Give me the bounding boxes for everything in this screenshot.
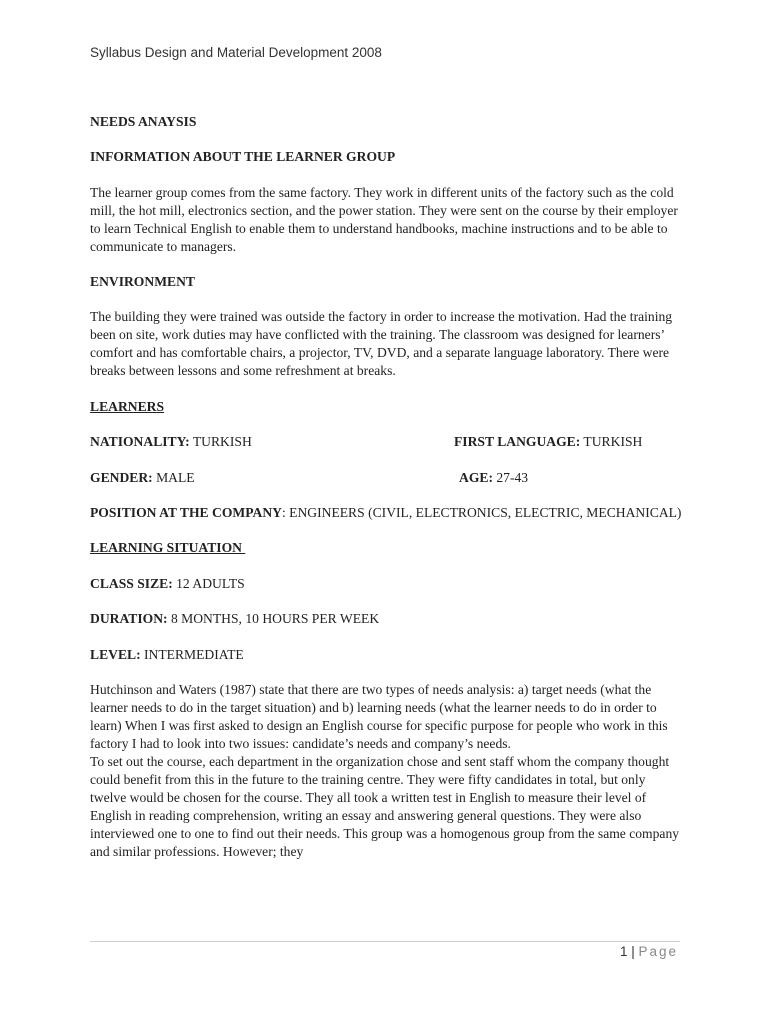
page-footer xyxy=(620,944,678,959)
environment-paragraph: The building they were trained was outside the factory in order to increase the motivation. Had the training been on site, work duties may have conflicted with the training. The classroom was designed for learners’ comfort and has comfortable chairs, a projector, TV, DVD, and a separate language laboratory. There were breaks between lessons and some refreshment at breaks. xyxy=(90,309,673,378)
age-label: AGE: xyxy=(459,470,493,485)
nationality-row xyxy=(90,433,682,451)
level-field xyxy=(90,646,682,664)
document-body xyxy=(90,113,682,861)
position-label: POSITION AT THE COMPANY xyxy=(90,505,282,520)
footer-divider xyxy=(90,941,680,942)
page-separator: | xyxy=(627,944,639,959)
position-value: : ENGINEERS (CIVIL, ELECTRONICS, ELECTRIC, MECHANICAL) xyxy=(281,505,682,520)
duration-field xyxy=(90,610,682,628)
gender-label: GENDER: xyxy=(90,470,153,485)
first-language-field xyxy=(454,433,642,451)
position-field xyxy=(90,504,682,522)
age-field xyxy=(459,469,528,487)
page-number: 1 xyxy=(619,944,628,959)
level-value: INTERMEDIATE xyxy=(140,647,244,662)
gender-field xyxy=(90,470,195,485)
level-label: LEVEL: xyxy=(90,647,141,662)
learners-title: LEARNERS xyxy=(90,399,165,414)
duration-label: DURATION: xyxy=(90,611,168,626)
info-paragraph: The learner group comes from the same factory. They work in different units of the factory such as the cold mill, the hot mill, electronics section, and the power station. They were sent on the course by their employer to learn Technical English to enable them to understand handbooks, machine instructions and to be able to communicate to managers. xyxy=(90,185,678,254)
first-language-label: FIRST LANGUAGE: xyxy=(454,434,581,449)
page-label: Page xyxy=(638,944,678,959)
gender-value: MALE xyxy=(152,470,195,485)
nationality-value: TURKISH xyxy=(189,434,252,449)
page-header: Syllabus Design and Material Development 2008 xyxy=(90,45,382,60)
gender-row xyxy=(90,469,682,487)
learning-situation-title: LEARNING SITUATION xyxy=(90,540,246,555)
nationality-label: NATIONALITY: xyxy=(90,434,190,449)
needs-analysis-title: NEEDS ANAYSIS xyxy=(90,114,197,129)
info-title: INFORMATION ABOUT THE LEARNER GROUP xyxy=(90,149,396,164)
class-size-value: 12 ADULTS xyxy=(172,576,245,591)
first-language-value: TURKISH xyxy=(580,434,643,449)
class-size-field xyxy=(90,575,682,593)
age-value: 27-43 xyxy=(492,470,529,485)
environment-title: ENVIRONMENT xyxy=(90,274,195,289)
duration-value: 8 MONTHS, 10 HOURS PER WEEK xyxy=(167,611,380,626)
hutchinson-paragraph: Hutchinson and Waters (1987) state that there are two types of needs analysis: a) target needs (what the learner needs to do in the target situation) and b) learning needs (what the learner needs to do in order to learn) When I was first asked to design an English course for specific purpose for people who work in this factory I had to look into two issues: candidate’s needs and company’s needs. xyxy=(90,682,668,751)
nationality-field xyxy=(90,434,252,449)
course-paragraph: To set out the course, each department in the organization chose and sent staff whom the company thought could benefit from this in the future to the training centre. They were fifty candidates in total, but only twelve would be chosen for the course. They all took a written test in English to measure their level of English in reading comprehension, writing an essay and answering general questions. They were also interviewed one to one to find out their needs. This group was a homogenous group from the same company and similar professions. However; they xyxy=(90,754,680,859)
class-size-label: CLASS SIZE: xyxy=(90,576,173,591)
